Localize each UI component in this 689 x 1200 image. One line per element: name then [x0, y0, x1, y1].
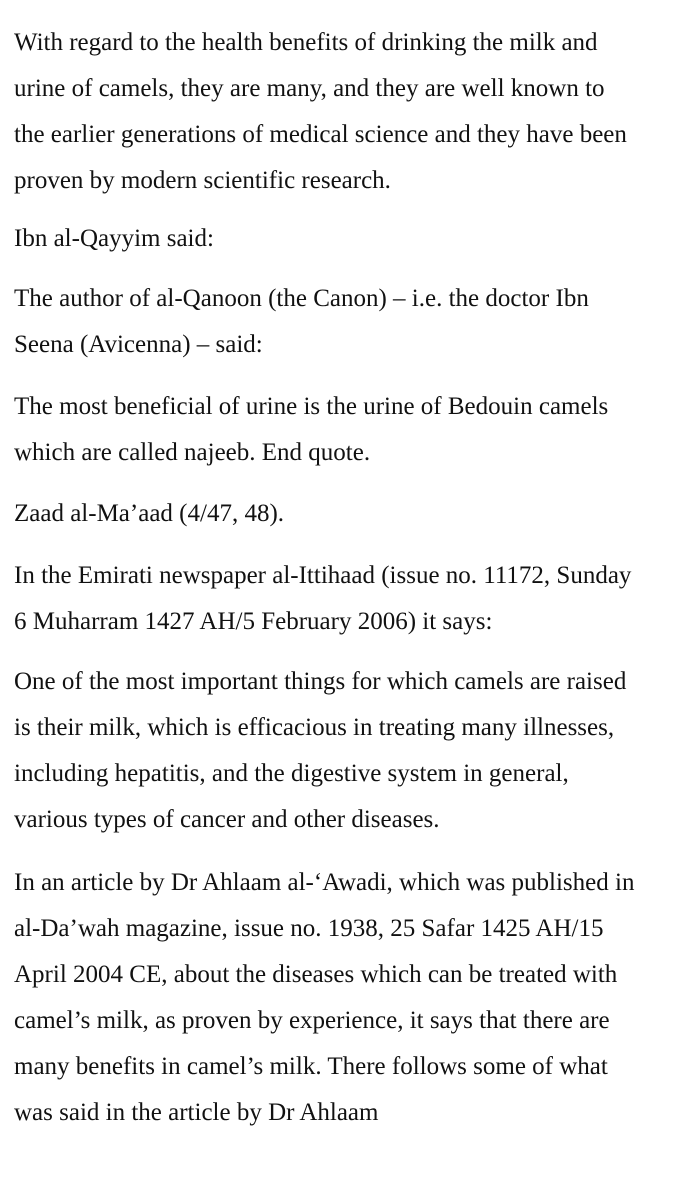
- text-line: April 2004 CE, about the diseases which can be treated with: [14, 961, 618, 988]
- text-line: Ibn al-Qayyim said:: [14, 225, 214, 252]
- text-line: Zaad al-Ma’aad (4/47, 48).: [14, 500, 285, 527]
- paragraph-health-benefits: [14, 20, 689, 204]
- paragraph-dr-ahlaam-article: [14, 860, 689, 1136]
- paragraph-emirati-newspaper: [14, 553, 689, 645]
- text-line: which are called najeeb. End quote.: [14, 439, 371, 466]
- text-line: various types of cancer and other diseases.: [14, 806, 440, 833]
- text-line: proven by modern scientific research.: [14, 167, 391, 194]
- text-line: The most beneficial of urine is the urine of Bedouin camels: [14, 393, 609, 420]
- text-line: including hepatitis, and the digestive system in general,: [14, 760, 569, 787]
- text-line: The author of al-Qanoon (the Canon) – i.e. the doctor Ibn: [14, 285, 589, 312]
- text-line: In the Emirati newspaper al-Ittihaad (issue no. 11172, Sunday: [14, 562, 632, 589]
- paragraph-camel-milk-importance: [14, 659, 689, 843]
- paragraph-zaad-al-maaad-reference: [14, 491, 689, 537]
- text-line: In an article by Dr Ahlaam al-‘Awadi, which was published in: [14, 869, 635, 896]
- paragraph-ibn-al-qayyim: [14, 216, 689, 262]
- text-line: al-Da’wah magazine, issue no. 1938, 25 Safar 1425 AH/15: [14, 915, 604, 942]
- text-line-clipped: was said in the article by Dr Ahlaam: [14, 1099, 379, 1126]
- paragraph-bedouin-camels-quote: [14, 384, 689, 476]
- text-line: is their milk, which is efficacious in treating many illnesses,: [14, 714, 615, 741]
- text-line: urine of camels, they are many, and they are well known to: [14, 75, 605, 102]
- text-line: Seena (Avicenna) – said:: [14, 331, 263, 358]
- text-line: the earlier generations of medical science and they have been: [14, 121, 627, 148]
- text-line: many benefits in camel’s milk. There follows some of what: [14, 1053, 608, 1080]
- paragraph-author-al-qanoon: [14, 276, 689, 368]
- text-line: 6 Muharram 1427 AH/5 February 2006) it says:: [14, 608, 493, 635]
- text-line: One of the most important things for which camels are raised: [14, 668, 627, 695]
- text-line: With regard to the health benefits of drinking the milk and: [14, 29, 598, 56]
- text-line: camel’s milk, as proven by experience, it says that there are: [14, 1007, 610, 1034]
